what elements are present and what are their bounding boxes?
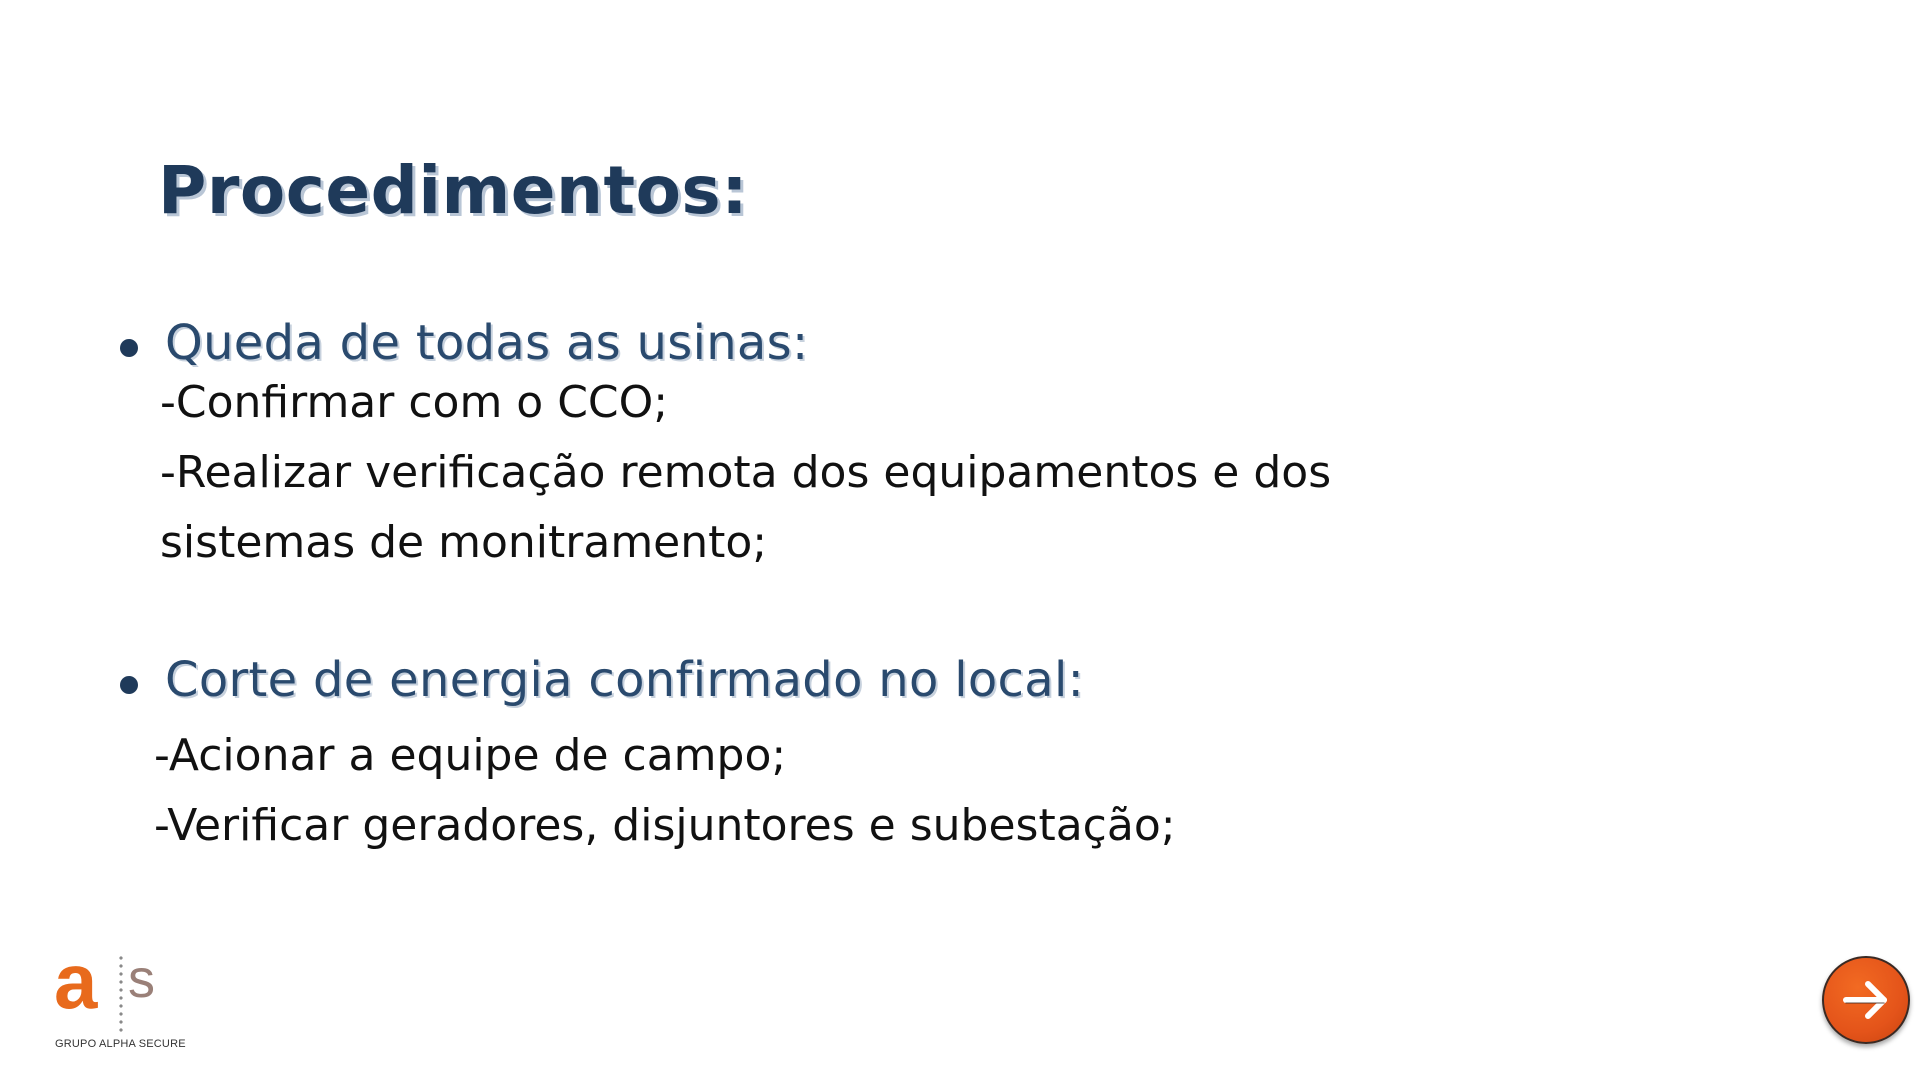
- logo-letter-a: a: [54, 937, 98, 1025]
- procedure-step: -Verificar geradores, disjuntores e subestação;: [154, 800, 1176, 851]
- section-heading: Corte de energia confirmado no local:: [165, 652, 1085, 708]
- procedure-step: -Acionar a equipe de campo;: [154, 730, 787, 781]
- procedure-section: [0, 315, 1500, 568]
- procedure-step: -Confirmar com o CCO;: [160, 377, 669, 428]
- page-title: Procedimentos:: [158, 152, 749, 229]
- bullet-item: [0, 315, 1500, 375]
- bullet-dot-icon: [120, 676, 138, 694]
- logo-caption: GRUPO ALPHA SECURE: [55, 1038, 186, 1050]
- procedure-step: sistemas de monitramento;: [160, 517, 768, 568]
- arrow-right-icon: [1838, 972, 1894, 1028]
- logo-letter-s: s: [128, 949, 155, 1009]
- bullet-dot-icon: [120, 339, 138, 357]
- logo-dotted-divider: [119, 954, 123, 1036]
- procedure-section: [0, 652, 1500, 851]
- section-heading: Queda de todas as usinas:: [165, 315, 809, 371]
- bullet-item: [0, 652, 1500, 712]
- next-slide-button[interactable]: [1822, 956, 1910, 1044]
- company-logo: [54, 937, 186, 1054]
- procedure-step: -Realizar verificação remota dos equipamentos e dos: [160, 447, 1332, 498]
